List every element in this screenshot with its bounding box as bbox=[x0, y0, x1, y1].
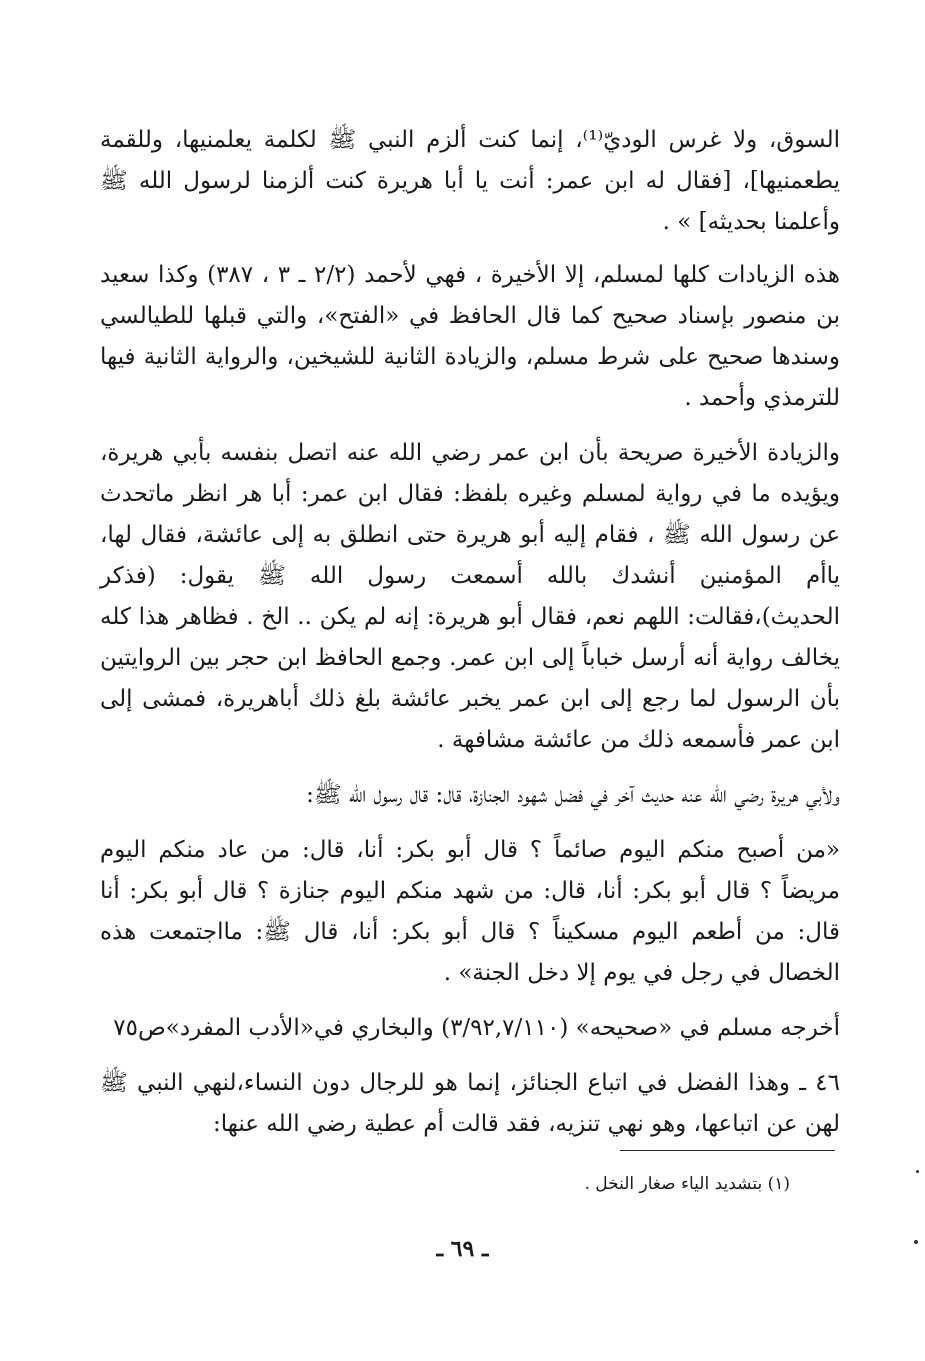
paragraph-2: هذه الزيادات كلها لمسلم، إلا الأخيرة ، فهي لأحمد (٢/٢ ـ ٣ ، ٣٨٧) وكذا سعيد بن منصور بإسناد صحيح كما قال الحافظ في «الفتح»، والتي قبلها للطيالسي وسندها صحيح على شرط مسلم، والزيادة الثانية للشيخين، والرواية الثانية فيها للترمذي وأحمد . bbox=[100, 262, 840, 411]
paragraph-7: ٤٦ ـ وهذا الفضل في اتباع الجنائز، إنما هو للرجال دون النساء،لنهي النبي ﷺ لهن عن اتباعها، وهو نهي تنزيه، فقد قالت أم عطية رضي الله عنها: bbox=[100, 1070, 840, 1137]
paragraph-5: «من أصبح منكم اليوم صائماً ؟ قال أبو بكر: أنا، قال: من عاد منكم اليوم مريضاً ؟ قال أبو بكر: أنا، قال: من شهد منكم اليوم جنازة ؟ قال أبو بكر: أنا قال: من أطعم اليوم مسكيناً ؟ قال أبو بكر: أنا، قال ﷺ: مااجتمعت هذه الخصال في رجل في يوم إلا دخل الجنة» . bbox=[100, 837, 840, 986]
paragraph-1: السوق، ولا غرس الوديّ⁽¹⁾، إنما كنت ألزم النبي ﷺ لكلمة يعلمنيها، وللقمة يطعمنيها]، [فقال له ابن عمر: أنت يا أبا هريرة كنت ألزمنا لرسول الله ﷺ وأعلمنا بحديثه] » . bbox=[100, 127, 840, 235]
paragraph-3: والزيادة الأخيرة صريحة بأن ابن عمر رضي الله عنه اتصل بنفسه بأبي هريرة، ويؤيده ما في رواية لمسلم وغيره بلفظ: فقال ابن عمر: أبا هر انظر ماتحدث عن رسول الله ﷺ ، فقام إليه أبو هريرة حتى انطلق به إلى عائشة، فقال لها، ياأم المؤمنين أنشدك بالله أسمعت رسول الله ﷺ يقول: (فذكر الحديث)،فقالت: اللهم نعم، فقال أبو هريرة: إنه لم يكن .. الخ . فظاهر هذا كله يخالف رواية أنه أرسل خباباً إلى ابن عمر. وجمع الحافظ ابن حجر بين الروايتين بأن الرسول لما رجع إلى ابن عمر يخبر عائشة بلغ ذلك أباهريرة، فمشى إلى ابن عمر فأسمعه ذلك من عائشة مشافهة . bbox=[100, 440, 840, 753]
footnote-divider bbox=[620, 1150, 835, 1151]
page-number: ـ ٦٩ ـ bbox=[436, 1236, 489, 1262]
page-body bbox=[100, 120, 840, 1159]
paragraph-6: أخرجه مسلم في «صحيحه» (٣/٩٢,٧/١١٠) والبخاري في«الأدب المفرد»ص٧٥ bbox=[113, 1015, 840, 1041]
scan-speck bbox=[916, 1170, 919, 1173]
scan-speck bbox=[914, 1240, 918, 1244]
footnote: (١) بتشديد الياء صغار النخل . bbox=[584, 1174, 790, 1194]
paragraph-4: ولأبي هريرة رضي الله عنه حديث آخر في فضل شهود الجنازة، قال: قال رسول الله ﷺ: bbox=[306, 782, 840, 808]
